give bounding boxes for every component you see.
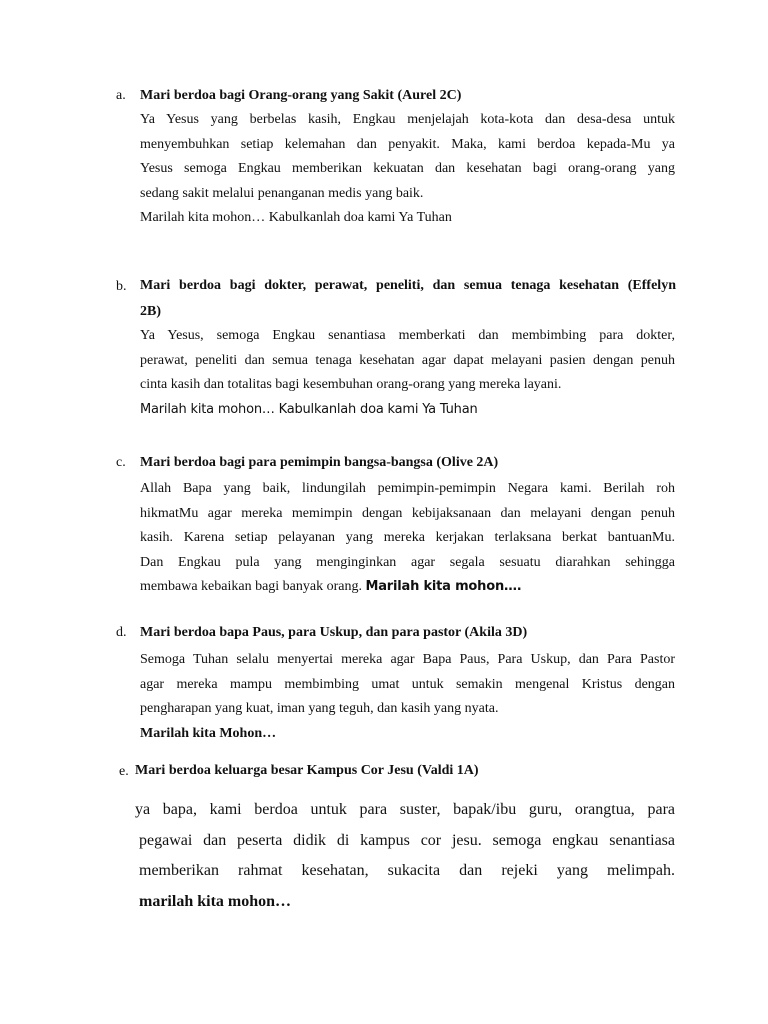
body-line: perawat, peneliti dan semua tenaga kesehatan agar dapat melayani pasien dengan penuh [140, 352, 675, 368]
title-line: Mari berdoa bagi dokter, perawat, peneliti, dan semua tenaga kesehatan (Effelyn [140, 278, 676, 293]
closing-line: Marilah kita mohon… Kabulkanlah doa kami Ya Tuhan [140, 210, 452, 226]
closing-line: marilah kita mohon… [139, 892, 292, 910]
body-line: menyembuhkan setiap kelemahan dan penyakit. Maka, kami berdoa kepada-Mu ya [140, 136, 675, 152]
item-body [135, 795, 675, 917]
item-title [140, 273, 676, 325]
body-line: memberikan rahmat kesehatan, sukacita dan rejeki yang melimpah. [139, 862, 675, 879]
body-line: pengharapan yang kuat, iman yang teguh, dan kasih yang nyata. [140, 701, 499, 717]
item-title: Mari berdoa bagi para pemimpin bangsa-bangsa (Olive 2A) [140, 455, 499, 470]
body-line: pegawai dan peserta didik di kampus cor jesu. semoga engkau senantiasa [139, 831, 675, 849]
closing-line: Marilah kita mohon… Kabulkanlah doa kami Ya Tuhan [140, 401, 478, 417]
item-body [140, 324, 675, 422]
item-marker: b. [116, 279, 127, 294]
body-line [140, 575, 675, 600]
item-marker: d. [116, 625, 127, 640]
item-body [140, 648, 675, 746]
closing-line: Marilah kita mohon…. [365, 579, 522, 595]
item-body [140, 108, 675, 231]
item-marker: e. [119, 764, 129, 779]
body-line: hikmatMu agar mereka memimpin dengan kebijaksanaan dan melayani dengan penuh [140, 505, 675, 521]
body-line: kasih. Karena setiap pelayanan yang mereka kerjakan terlaksana berkat bantuanMu. [140, 530, 675, 546]
closing-line: Marilah kita Mohon… [140, 725, 277, 741]
body-line: Yesus semoga Engkau memberikan kekuatan dan kesehatan bagi orang-orang yang [140, 161, 675, 177]
item-title: Mari berdoa keluarga besar Kampus Cor Jesu (Valdi 1A) [135, 763, 479, 778]
body-line: Ya Yesus, semoga Engkau senantiasa memberkati dan membimbing para dokter, [140, 328, 675, 343]
body-line: ya bapa, kami berdoa untuk para suster, bapak/ibu guru, orangtua, para [135, 801, 675, 818]
item-title: Mari berdoa bagi Orang-orang yang Sakit (Aurel 2C) [140, 88, 462, 103]
last-line-text: membawa kebaikan bagi banyak orang. [140, 579, 362, 595]
body-line: Allah Bapa yang baik, lindungilah pemimpin-pemimpin Negara kami. Berilah roh [140, 481, 675, 496]
body-line: Dan Engkau pula yang menginginkan agar segala sesuatu diarahkan sehingga [140, 554, 675, 570]
body-line: sedang sakit melalui penanganan medis yang baik. [140, 185, 424, 201]
item-marker: c. [116, 455, 126, 470]
title-line: 2B) [140, 304, 161, 319]
body-line: agar mereka mampu membimbing umat untuk semakin mengenal Kristus dengan [140, 676, 675, 692]
item-marker: a. [116, 88, 126, 103]
body-line: cinta kasih dan totalitas bagi kesembuhan orang-orang yang mereka layani. [140, 377, 562, 393]
item-body [140, 477, 675, 600]
item-title: Mari berdoa bapa Paus, para Uskup, dan para pastor (Akila 3D) [140, 625, 528, 640]
body-line: Ya Yesus yang berbelas kasih, Engkau menjelajah kota-kota dan desa-desa untuk [140, 112, 675, 127]
body-line: Semoga Tuhan selalu menyertai mereka agar Bapa Paus, Para Uskup, dan Para Pastor [140, 652, 675, 667]
